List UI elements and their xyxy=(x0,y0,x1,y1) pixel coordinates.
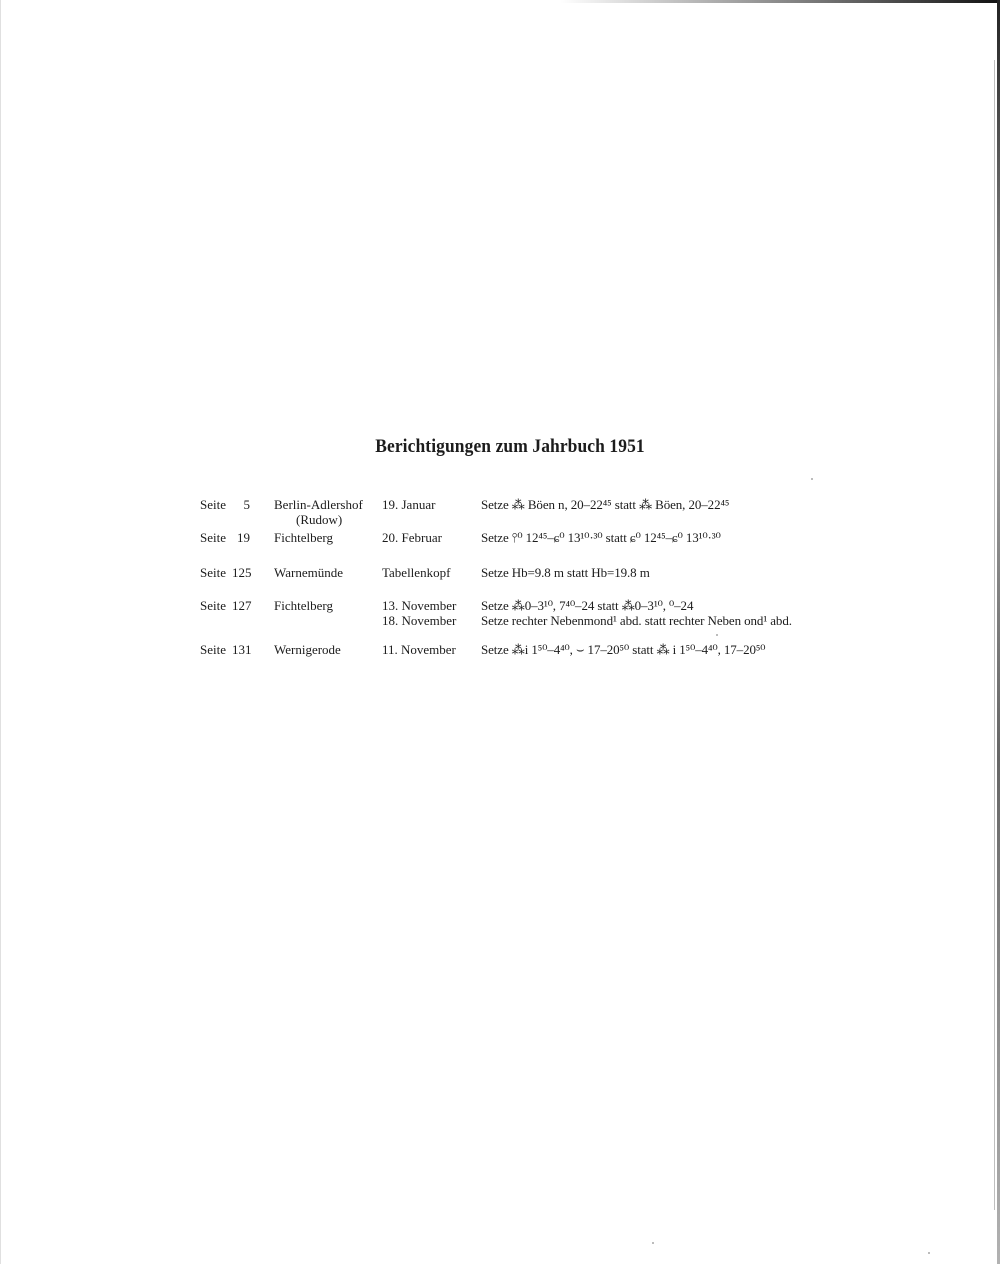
correction-text: Setze ⁂0–3¹⁰, 7⁴⁰–24 statt ⁂0–3¹⁰, ⁰–24 xyxy=(481,598,694,613)
date-cell xyxy=(382,598,456,628)
page-number: 19 xyxy=(237,530,250,545)
page-number: 131 xyxy=(232,642,252,657)
station-subname: (Rudow) xyxy=(296,512,343,527)
station-cell xyxy=(274,565,343,580)
date-cell xyxy=(382,497,435,512)
scan-speck xyxy=(811,478,813,480)
station-name: Wernigerode xyxy=(274,642,341,657)
page-number: 5 xyxy=(243,497,250,512)
station-name: Berlin-Adlershof xyxy=(274,497,363,512)
correction-text: Setze ⫯⁰ 12⁴⁵–ɕ⁰ 13¹⁰·³⁰ statt ɕ⁰ 12⁴⁵–ɕ⁰ 13¹⁰·³⁰ xyxy=(481,530,721,545)
seite-label: Seite xyxy=(200,598,226,613)
date-text: 20. Februar xyxy=(382,530,442,545)
date-cell xyxy=(382,565,450,580)
station-name: Fichtelberg xyxy=(274,598,333,613)
date-text-second: 18. November xyxy=(382,613,457,628)
correction-text-cell xyxy=(481,565,650,580)
station-name: Warnemünde xyxy=(274,565,343,580)
scan-speck xyxy=(928,1252,930,1254)
scan-edge-right-inner xyxy=(994,60,995,1210)
page-number: 127 xyxy=(232,598,252,613)
correction-text: Setze ⁂ Böen n, 20–22⁴⁵ statt ⁂ Böen, 20–22⁴⁵ xyxy=(481,497,730,512)
date-text: 11. November xyxy=(382,642,456,657)
correction-text-cell xyxy=(481,642,765,657)
date-text: 13. November xyxy=(382,598,457,613)
page-number: 125 xyxy=(232,565,252,580)
date-text: 19. Januar xyxy=(382,497,436,512)
station-cell xyxy=(274,497,363,527)
scan-speck xyxy=(716,634,718,636)
scan-speck xyxy=(652,1242,654,1244)
page-title: Berichtigungen zum Jahrbuch 1951 xyxy=(375,436,645,457)
seite-label: Seite xyxy=(200,530,226,545)
date-text: Tabellenkopf xyxy=(382,565,451,580)
seite-label: Seite xyxy=(200,497,226,512)
correction-text: Setze ⁂i 1⁵⁰–4⁴⁰, ⌣ 17–20⁵⁰ statt ⁂ i 1⁵⁰–4⁴⁰, 17–20⁵⁰ xyxy=(481,642,766,657)
seite-label: Seite xyxy=(200,642,226,657)
correction-text-second: Setze rechter Nebenmond¹ abd. statt rechter Neben ond¹ abd. xyxy=(481,613,792,628)
correction-text-cell xyxy=(481,497,729,512)
date-cell xyxy=(382,642,456,657)
scan-edge-top xyxy=(560,0,1000,3)
seite-label: Seite xyxy=(200,565,226,580)
date-cell xyxy=(382,530,442,545)
correction-text-cell xyxy=(481,530,721,545)
station-name: Fichtelberg xyxy=(274,530,333,545)
station-cell xyxy=(274,530,333,545)
correction-text: Setze Hb=9.8 m statt Hb=19.8 m xyxy=(481,565,650,580)
correction-text-cell xyxy=(481,598,792,628)
scan-edge-left xyxy=(0,0,1,1264)
station-cell xyxy=(274,598,333,613)
station-cell xyxy=(274,642,341,657)
